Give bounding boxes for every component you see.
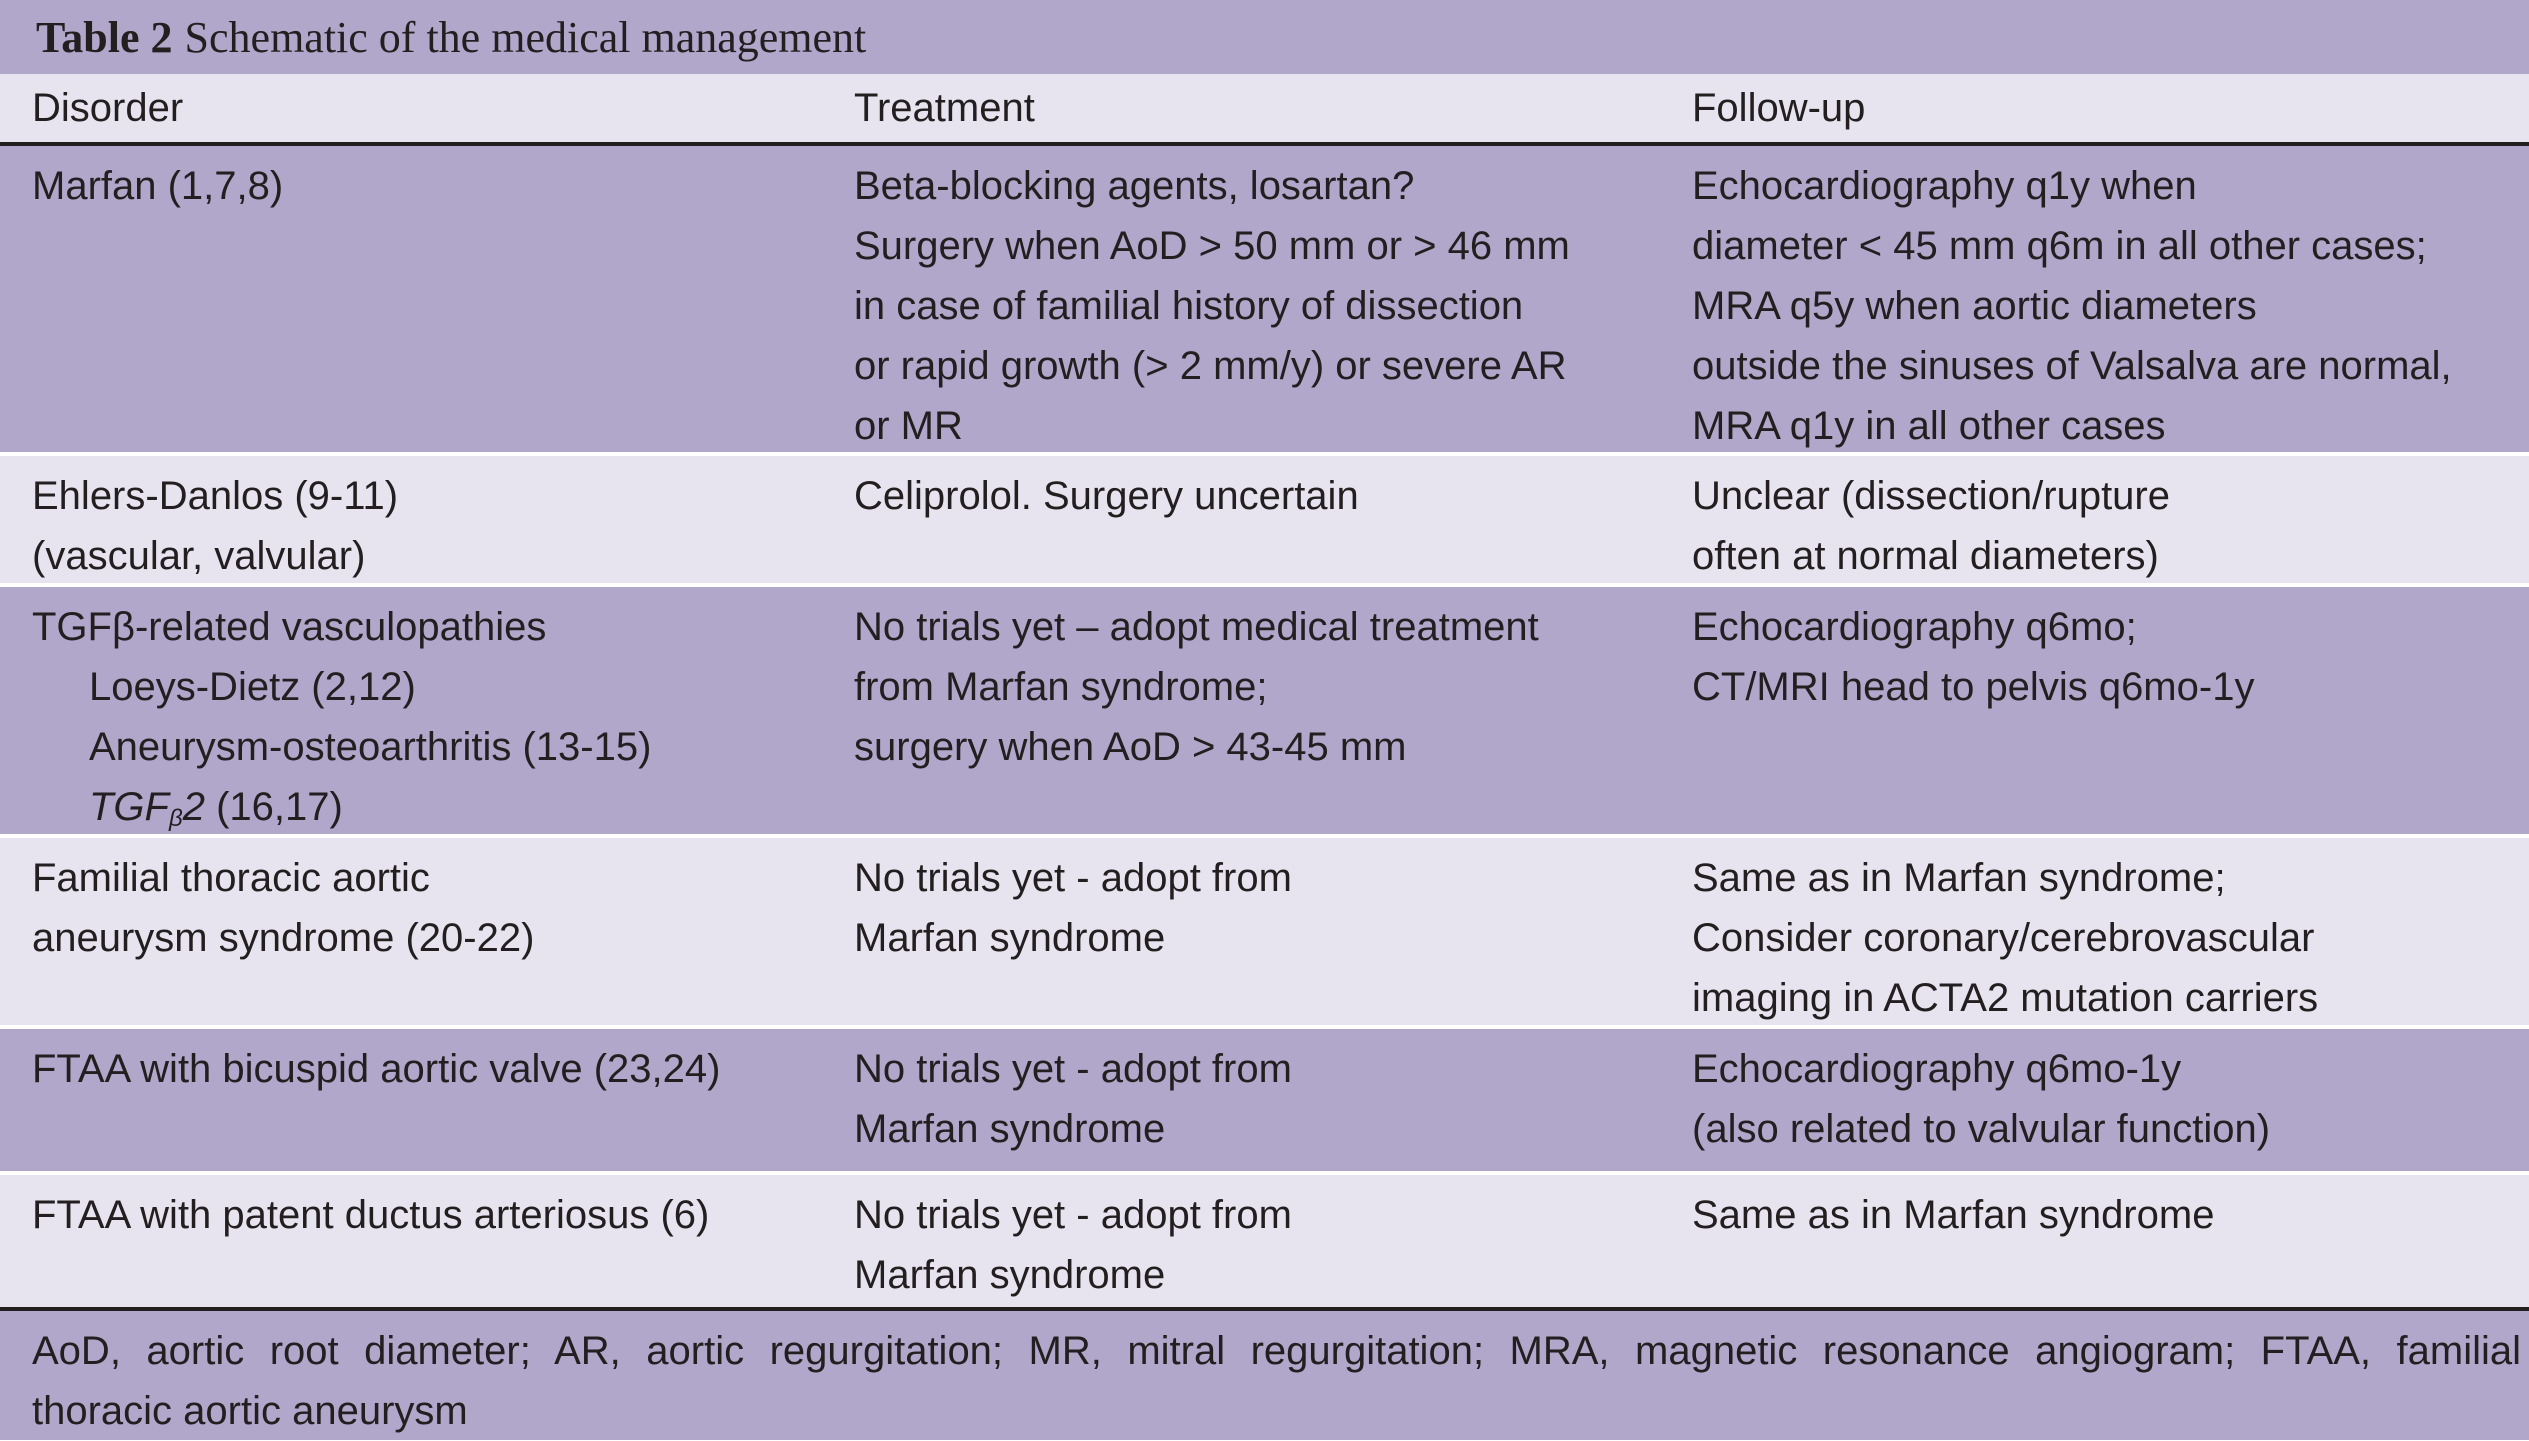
table-caption [0, 0, 2529, 74]
treatment-line: or MR [854, 404, 963, 448]
column-header-treatment: Treatment [854, 86, 1035, 130]
followup-cell [1660, 1175, 2529, 1307]
followup-line: diameter < 45 mm q6m in all other cases; [1692, 224, 2427, 268]
followup-line: MRA q5y when aortic diameters [1692, 284, 2257, 328]
table-row-ehlers-danlos [0, 456, 2529, 587]
disorder-cell [0, 1175, 822, 1307]
disorder-cell [0, 456, 822, 583]
gene-prefix: TGF [89, 785, 169, 829]
treatment-line: Marfan syndrome [854, 1107, 1166, 1151]
treatment-line: Surgery when AoD > 50 mm or > 46 mm [854, 224, 1570, 268]
followup-cell [1660, 1029, 2529, 1171]
disorder-line: FTAA with bicuspid aortic valve (23,24) [32, 1047, 721, 1091]
disorder-line: Familial thoracic aortic [32, 856, 430, 900]
followup-line: CT/MRI head to pelvis q6mo-1y [1692, 665, 2255, 709]
caption-label: Table 2 [36, 12, 173, 62]
followup-cell [1660, 456, 2529, 583]
followup-line: Echocardiography q1y when [1692, 164, 2197, 208]
treatment-line: Celiprolol. Surgery uncertain [854, 474, 1359, 518]
disorder-cell [0, 1029, 822, 1171]
followup-cell [1660, 587, 2529, 834]
disorder-subitem: Loeys-Dietz (2,12) [89, 665, 416, 709]
disorder-line: (vascular, valvular) [32, 534, 366, 578]
disorder-line: Marfan (1,7,8) [32, 164, 284, 208]
disorder-cell [0, 838, 822, 1025]
treatment-line: No trials yet – adopt medical treatment [854, 605, 1539, 649]
disorder-line: Ehlers-Danlos (9-11) [32, 474, 399, 518]
caption-title: Schematic of the medical management [184, 12, 867, 62]
table-row-marfan [0, 146, 2529, 456]
treatment-line: Marfan syndrome [854, 1253, 1166, 1297]
treatment-line: No trials yet - adopt from [854, 1047, 1292, 1091]
treatment-cell [822, 146, 1660, 452]
followup-line: Echocardiography q6mo-1y [1692, 1047, 2182, 1091]
treatment-line: from Marfan syndrome; [854, 665, 1268, 709]
disorder-line: aneurysm syndrome (20-22) [32, 916, 535, 960]
followup-line: Consider coronary/cerebrovascular [1692, 916, 2315, 960]
treatment-line: surgery when AoD > 43-45 mm [854, 725, 1407, 769]
followup-line: often at normal diameters) [1692, 534, 2159, 578]
table-row-tgfb-vasculopathies [0, 587, 2529, 838]
treatment-line: No trials yet - adopt from [854, 1193, 1292, 1237]
followup-line: Same as in Marfan syndrome [1692, 1193, 2215, 1237]
column-header-disorder: Disorder [32, 86, 184, 130]
disorder-cell [0, 587, 822, 834]
followup-line: Unclear (dissection/rupture [1692, 474, 2170, 518]
table-row-ftaa-pda [0, 1175, 2529, 1307]
gene-subscript: β [168, 805, 183, 832]
table-footnote [0, 1307, 2529, 1440]
table-row-ftaa-bicuspid [0, 1029, 2529, 1175]
column-header-followup: Follow-up [1692, 86, 1866, 130]
gene-suffix: 2 [182, 785, 205, 829]
followup-line: Echocardiography q6mo; [1692, 605, 2137, 649]
followup-line: (also related to valvular function) [1692, 1107, 2271, 1151]
treatment-cell [822, 838, 1660, 1025]
treatment-line: Marfan syndrome [854, 916, 1166, 960]
disorder-line: FTAA with patent ductus arteriosus (6) [32, 1193, 710, 1237]
followup-cell [1660, 146, 2529, 452]
disorder-subitem: Aneurysm-osteoarthritis (13-15) [89, 725, 652, 769]
treatment-cell [822, 1029, 1660, 1171]
treatment-cell [822, 1175, 1660, 1307]
followup-line: Same as in Marfan syndrome; [1692, 856, 2226, 900]
disorder-cell [0, 146, 822, 452]
treatment-line: or rapid growth (> 2 mm/y) or severe AR [854, 344, 1567, 388]
followup-line: outside the sinuses of Valsalva are normal, [1692, 344, 2452, 388]
footnote-line: thoracic aortic aneurysm [32, 1389, 468, 1433]
treatment-line: in case of familial history of dissection [854, 284, 1524, 328]
table-row-familial-taa [0, 838, 2529, 1029]
followup-line: MRA q1y in all other cases [1692, 404, 2166, 448]
footnote-line: AoD, aortic root diameter; AR, aortic regurgitation; MR, mitral regurgitation; MRA, magnetic resonance angiogram; FTAA, familial [32, 1329, 2521, 1373]
header-row [0, 74, 2529, 146]
followup-cell [1660, 838, 2529, 1025]
treatment-line: No trials yet - adopt from [854, 856, 1292, 900]
treatment-line: Beta-blocking agents, losartan? [854, 164, 1415, 208]
gene-refs: (16,17) [204, 785, 343, 829]
disorder-line: TGFβ-related vasculopathies [32, 605, 547, 649]
followup-line: imaging in ACTA2 mutation carriers [1692, 976, 2319, 1020]
treatment-cell [822, 456, 1660, 583]
treatment-cell [822, 587, 1660, 834]
